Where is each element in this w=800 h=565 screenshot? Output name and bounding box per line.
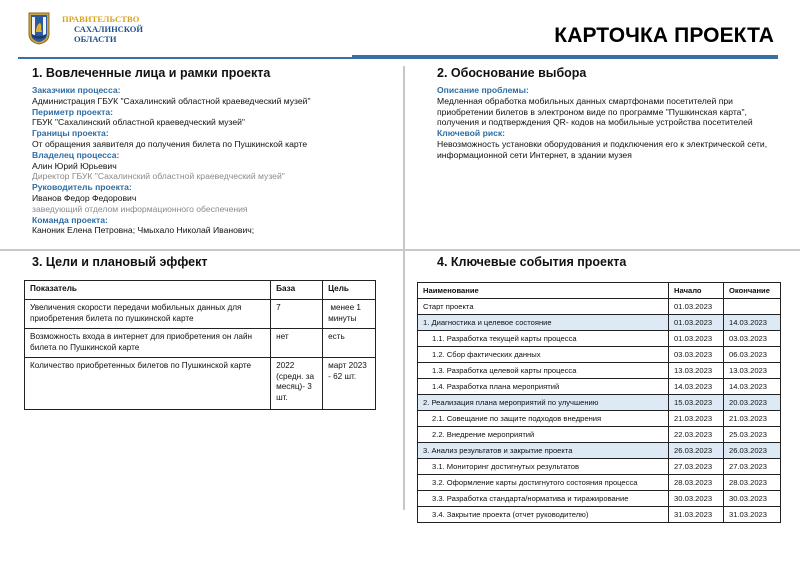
table-row [418, 475, 781, 491]
event-name: 1.3. Разработка целевой карты процесса [418, 363, 669, 379]
event-name: 3. Анализ результатов и закрытие проекта [418, 443, 669, 459]
table-row [418, 379, 781, 395]
sakhalin-coat-of-arms-logo [28, 12, 50, 45]
goal-target: есть [323, 329, 376, 358]
risk-label: Ключевой риск: [437, 128, 506, 139]
table-row [418, 427, 781, 443]
process-owner-label: Владелец процесса: [32, 149, 120, 160]
project-lead-label: Руководитель проекта: [32, 182, 132, 193]
section2-title: 2. Обоснование выбора [437, 66, 587, 80]
goal-indicator: Возможность входа в интернет для приобретения он лайн билета по Пушкинской карте [25, 329, 271, 358]
event-phase-row [418, 443, 781, 459]
risk-text: Невозможность установки оборудования и подключения его к электрической сети, информационной сети Интернет, в здании музея [437, 138, 768, 160]
event-name: 1. Диагностика и целевое состояние [418, 315, 669, 331]
event-start-date: 30.03.2023 [669, 491, 724, 507]
event-start-date: 27.03.2023 [669, 459, 724, 475]
event-start-date: 13.03.2023 [669, 363, 724, 379]
section3-title: 3. Цели и плановый эффект [32, 255, 208, 269]
problem-text: Медленная обработка мобильных данных смартфонами посетителей при приобретении билетов в электроном виде по программе "Пушкинская карта", получения и подтверждения QR- кодов на мобильные устройства посетителей [437, 95, 753, 128]
event-start-date: 15.03.2023 [669, 395, 724, 411]
table-row [418, 411, 781, 427]
event-name: 1.2. Сбор фактических данных [418, 347, 669, 363]
goal-base: 2022 (средн. за месяц)- 3 шт. [271, 358, 323, 410]
goals-col-base: База [271, 281, 323, 300]
event-name: 3.2. Оформление карты достигнутого состояния процесса [418, 475, 669, 491]
goal-target: март 2023 - 62 шт. [323, 358, 376, 410]
event-start-date: 28.03.2023 [669, 475, 724, 491]
goal-indicator: Количество приобретенных билетов по Пушкинской карте [25, 358, 271, 410]
section2-justification [437, 85, 787, 161]
table-row [418, 363, 781, 379]
table-row [418, 507, 781, 523]
table-row [418, 491, 781, 507]
event-end-date: 21.03.2023 [724, 411, 781, 427]
process-owner-position: Директор ГБУК "Сахалинский областной краеведческий музей" [32, 171, 285, 182]
event-start-date: 22.03.2023 [669, 427, 724, 443]
table-row [418, 331, 781, 347]
team-label: Команда проекта: [32, 214, 108, 225]
gov-name-line-3: ОБЛАСТИ [74, 34, 117, 44]
team-value: Каноник Елена Петровна; Чмыхало Николай Иванович; [32, 225, 255, 236]
event-end-date: 25.03.2023 [724, 427, 781, 443]
boundaries-label: Границы проекта: [32, 128, 109, 139]
goals-header-row [25, 281, 376, 300]
event-phase-row [418, 315, 781, 331]
event-start-date: 14.03.2023 [669, 379, 724, 395]
section1-stakeholders [32, 85, 392, 236]
page-title: КАРТОЧКА ПРОЕКТА [554, 24, 774, 47]
event-start-date: 01.03.2023 [669, 299, 724, 315]
events-col-start: Начало [669, 283, 724, 299]
problem-label: Описание проблемы: [437, 85, 529, 95]
event-start-date: 01.03.2023 [669, 315, 724, 331]
gov-name-line-1: ПРАВИТЕЛЬСТВО [62, 14, 140, 24]
header-divider-thin [18, 57, 388, 59]
table-row [25, 329, 376, 358]
key-events-table [417, 282, 781, 523]
event-start-date: 03.03.2023 [669, 347, 724, 363]
goal-base: 7 [271, 300, 323, 329]
table-row [25, 300, 376, 329]
event-name: 3.1. Мониторинг достигнутых результатов [418, 459, 669, 475]
event-name: 2.2. Внедрение мероприятий [418, 427, 669, 443]
vertical-divider [403, 66, 405, 510]
event-name: 3.3. Разработка стандарта/норматива и тиражирование [418, 491, 669, 507]
event-end-date [724, 299, 781, 315]
horizontal-divider [0, 249, 800, 251]
gov-name-line-2: САХАЛИНСКОЙ [74, 24, 144, 34]
customers-value: Администрация ГБУК "Сахалинский областной краеведческий музей" [32, 95, 311, 106]
event-end-date: 20.03.2023 [724, 395, 781, 411]
goals-col-indicator: Показатель [25, 281, 271, 300]
events-col-end: Окончание [724, 283, 781, 299]
event-end-date: 06.03.2023 [724, 347, 781, 363]
perimeter-label: Периметр проекта: [32, 106, 113, 117]
project-lead-position: заведующий отделом информационного обеспечения [32, 203, 248, 214]
government-name [62, 14, 143, 44]
event-end-date: 27.03.2023 [724, 459, 781, 475]
events-header-row [418, 283, 781, 299]
event-name: Старт проекта [418, 299, 669, 315]
goal-base: нет [271, 329, 323, 358]
perimeter-value: ГБУК "Сахалинский областной краеведческий музей" [32, 117, 245, 128]
goals-col-target: Цель [323, 281, 376, 300]
event-start-date: 01.03.2023 [669, 331, 724, 347]
event-end-date: 14.03.2023 [724, 315, 781, 331]
table-row [418, 459, 781, 475]
project-lead-value: Иванов Федор Федорович [32, 192, 137, 203]
table-row [418, 299, 781, 315]
header-divider-thick [352, 55, 778, 59]
events-col-name: Наименование [418, 283, 669, 299]
event-phase-row [418, 395, 781, 411]
customers-label: Заказчики процесса: [32, 85, 121, 95]
event-end-date: 30.03.2023 [724, 491, 781, 507]
table-row [25, 358, 376, 410]
section1-title: 1. Вовлеченные лица и рамки проекта [32, 66, 271, 80]
goals-table [24, 280, 376, 410]
process-owner-value: Алин Юрий Юрьевич [32, 160, 117, 171]
goal-indicator: Увеличения скорости передачи мобильных данных для приобретения билета по пушкинской карте [25, 300, 271, 329]
event-start-date: 21.03.2023 [669, 411, 724, 427]
goal-target: менее 1 минуты [323, 300, 376, 329]
event-name: 3.4. Закрытие проекта (отчет руководителю) [418, 507, 669, 523]
section4-title: 4. Ключевые события проекта [437, 255, 627, 269]
event-end-date: 26.03.2023 [724, 443, 781, 459]
event-start-date: 31.03.2023 [669, 507, 724, 523]
event-name: 2. Реализация плана мероприятий по улучшению [418, 395, 669, 411]
event-end-date: 13.03.2023 [724, 363, 781, 379]
boundaries-value: От обращения заявителя до получения билета по Пушкинской карте [32, 138, 308, 149]
table-row [418, 347, 781, 363]
event-name: 1.4. Разработка плана мероприятий [418, 379, 669, 395]
event-end-date: 31.03.2023 [724, 507, 781, 523]
event-start-date: 26.03.2023 [669, 443, 724, 459]
event-name: 2.1. Совещание по защите подходов внедрения [418, 411, 669, 427]
event-end-date: 03.03.2023 [724, 331, 781, 347]
event-end-date: 14.03.2023 [724, 379, 781, 395]
event-name: 1.1. Разработка текущей карты процесса [418, 331, 669, 347]
event-end-date: 28.03.2023 [724, 475, 781, 491]
